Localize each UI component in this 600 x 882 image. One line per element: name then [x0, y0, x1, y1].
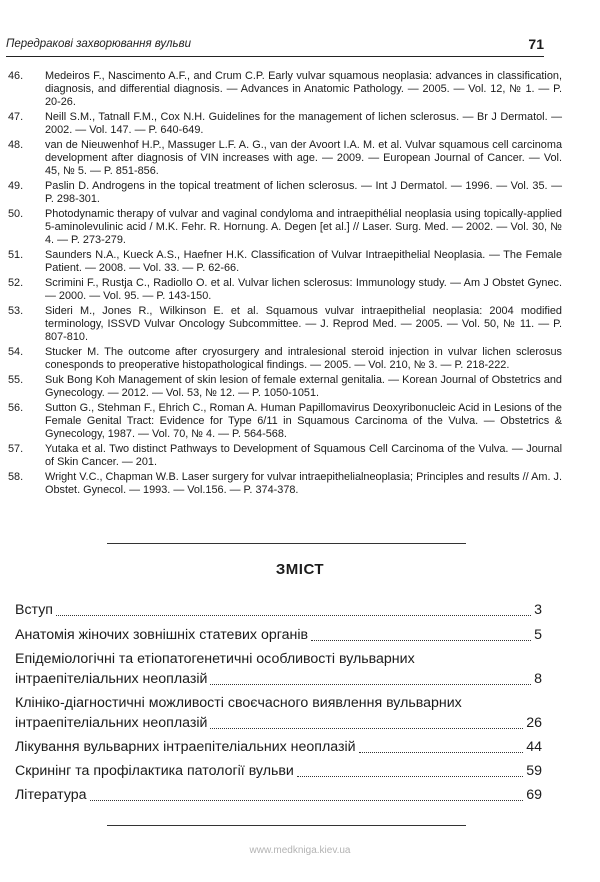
reference-item	[8, 249, 562, 275]
reference-item	[8, 111, 562, 137]
running-header-title: Передракові захворювання вульви	[6, 38, 191, 50]
divider-top	[107, 543, 466, 544]
reference-list	[8, 70, 562, 499]
reference-item	[8, 277, 562, 303]
reference-number: 56.	[8, 401, 24, 414]
reference-number: 54.	[8, 346, 24, 359]
toc-dot-leader	[56, 603, 531, 616]
reference-text: Yutaka et al. Two distinct Pathways to Development of Squamous Cell Carcinoma of the Vulva. — Journal of Skin Cancer. — 201.	[45, 442, 562, 469]
page-number: 71	[528, 36, 544, 52]
toc-entry-title: Клініко-діагностичні можливості своєчасного виявлення вульварних	[15, 695, 462, 711]
toc-entry[interactable]	[15, 693, 542, 733]
reference-number: 50.	[8, 208, 24, 221]
running-header	[6, 38, 544, 57]
toc-heading: ЗМІСТ	[275, 561, 325, 578]
reference-item	[8, 402, 562, 442]
reference-text: Scrimini F., Rustja C., Radiollo O. et al. Vulvar lichen sclerosus: Immunology study. — Am J Obstet Gynec. — 2000. — Vol. 95. — P. 143-150.	[45, 277, 562, 303]
toc-entry-title: Лікування вульварних інтраепітеліальних неоплазій	[15, 739, 356, 755]
toc-dot-leader	[297, 764, 523, 777]
toc-page-number: 26	[526, 715, 542, 731]
toc-page-number: 44	[526, 739, 542, 755]
reference-item	[8, 139, 562, 179]
watermark-url: www.medkniga.kiev.ua	[249, 845, 351, 856]
toc-page-number: 59	[526, 763, 542, 779]
reference-item	[8, 180, 562, 206]
toc-dot-leader	[311, 628, 531, 641]
table-of-contents	[15, 600, 542, 805]
toc-entry[interactable]	[15, 600, 542, 620]
reference-text: Sutton G., Stehman F., Ehrich C., Roman A. Human Papillomavirus Deoxyribonucleic Acid in Lesions of the Female Genital Tract: Evidence for Type 6/11 in Squamous Carcinoma of the Vulva. — Obstetrics & Gynecology, 1987. — Vol. 70, № 4. — P. 564-568.	[45, 401, 562, 441]
toc-entry-title: Анатомія жіночих зовнішніх статевих органів	[15, 627, 309, 643]
toc-entry-title: Скринінг та профілактика патології вульви	[15, 763, 294, 779]
reference-text: Saunders N.A., Kueck A.S., Haefner H.K. Classification of Vulvar Intraepithelial Neoplasia. — The Female Patient. — 2008. — Vol. 33. — P. 62-66.	[45, 249, 562, 275]
toc-entry[interactable]	[15, 737, 542, 757]
reference-text: Suk Bong Koh Management of skin lesion of female external genitalia. — Korean Journal of Obstetrics and Gynecology. — 2012. — Vol. 53, № 12. — P. 1050-1051.	[45, 373, 562, 400]
reference-text: Wright V.C., Chapman W.B. Laser surgery for vulvar intraepithelialneoplasia; Principles and results // Am. J. Obstet. Gynecol. — 1993. — Vol.156. — P. 374-378.	[45, 470, 562, 497]
toc-dot-leader	[210, 716, 523, 729]
toc-entry-title: інтраепітеліальних неоплазій	[15, 671, 208, 687]
reference-text: van de Nieuwenhof H.P., Massuger L.F. A. G., van der Avoort I.A. M. et al. Vulvar squamous cell carcinoma development after diagnosis of VIN increases with age. — 2009. — European Journal of Cancer. — Vol. 45, № 5. — P. 851-856.	[45, 139, 562, 178]
reference-number: 48.	[8, 139, 24, 152]
toc-page-number: 69	[526, 787, 542, 803]
reference-number: 49.	[8, 180, 24, 193]
reference-text: Photodynamic therapy of vulvar and vaginal condyloma and intraepithélial neoplasia using topically-applied 5-aminolevulinic acid / M.K. Fehr. R. Hornung. A. Degen [et al.] // Laser. Surg. Med. — 2002. — Vol. 30, № 4. — P. 273-279.	[45, 208, 562, 247]
reference-text: Sideri M., Jones R., Wilkinson E. et al. Squamous vulvar intraepithelial neoplasia: 2004 modified terminology, ISSVD Vulvar Oncology Subcommittee. — J. Reprod Med. — 2005. — Vol. 50, № 11. — P. 807-810.	[45, 304, 562, 344]
reference-item	[8, 70, 562, 110]
toc-entry-title: Епідеміологічні та етіопатогенетичні особливості вульварних	[15, 651, 415, 667]
toc-entry[interactable]	[15, 625, 542, 645]
reference-text: Paslin D. Androgens in the topical treatment of lichen sclerosus. — Int J Dermatol. — 1996. — Vol. 35. — P. 298-301.	[45, 180, 562, 206]
divider-bottom	[107, 825, 466, 826]
reference-number: 52.	[8, 277, 24, 290]
toc-page-number: 5	[534, 627, 542, 643]
toc-entry[interactable]	[15, 649, 542, 689]
toc-entry[interactable]	[15, 785, 542, 805]
toc-entry-title: інтраепітеліальних неоплазій	[15, 715, 208, 731]
toc-entry-title: Вступ	[15, 602, 53, 618]
toc-entry[interactable]	[15, 761, 542, 781]
toc-dot-leader	[90, 788, 524, 801]
reference-number: 53.	[8, 304, 24, 317]
reference-number: 46.	[8, 70, 24, 82]
toc-dot-leader	[210, 672, 531, 685]
toc-entry-title: Література	[15, 787, 87, 803]
reference-number: 51.	[8, 249, 24, 262]
reference-item	[8, 471, 562, 497]
reference-item	[8, 346, 562, 372]
reference-item	[8, 208, 562, 248]
reference-number: 58.	[8, 470, 24, 483]
reference-item	[8, 443, 562, 469]
reference-number: 47.	[8, 111, 24, 124]
reference-text: Neill S.M., Tatnall F.M., Cox N.H. Guidelines for the management of lichen sclerosus. — Br J Dermatol. — 2002. — Vol. 147. — P. 640-649.	[45, 111, 562, 137]
reference-text: Medeiros F., Nascimento A.F., and Crum C.P. Early vulvar squamous neoplasia: advances in classification, diagnosis, and differential diagnosis. — Advances in Anatomic Pathology. — 2005. — Vol. 12, № 1. — P. 20-26.	[45, 70, 562, 109]
reference-number: 55.	[8, 373, 24, 386]
reference-text: Stucker M. The outcome after cryosurgery and intralesional steroid injection in vulvar lichen sclerosus conesponds to preoperative histopathological findings. — 2005. — Vol. 210, № 3. — P. 218-222.	[45, 346, 562, 372]
toc-dot-leader	[359, 740, 524, 753]
reference-item	[8, 305, 562, 345]
toc-page-number: 3	[534, 602, 542, 618]
reference-item	[8, 374, 562, 400]
toc-page-number: 8	[534, 671, 542, 687]
reference-number: 57.	[8, 442, 24, 455]
